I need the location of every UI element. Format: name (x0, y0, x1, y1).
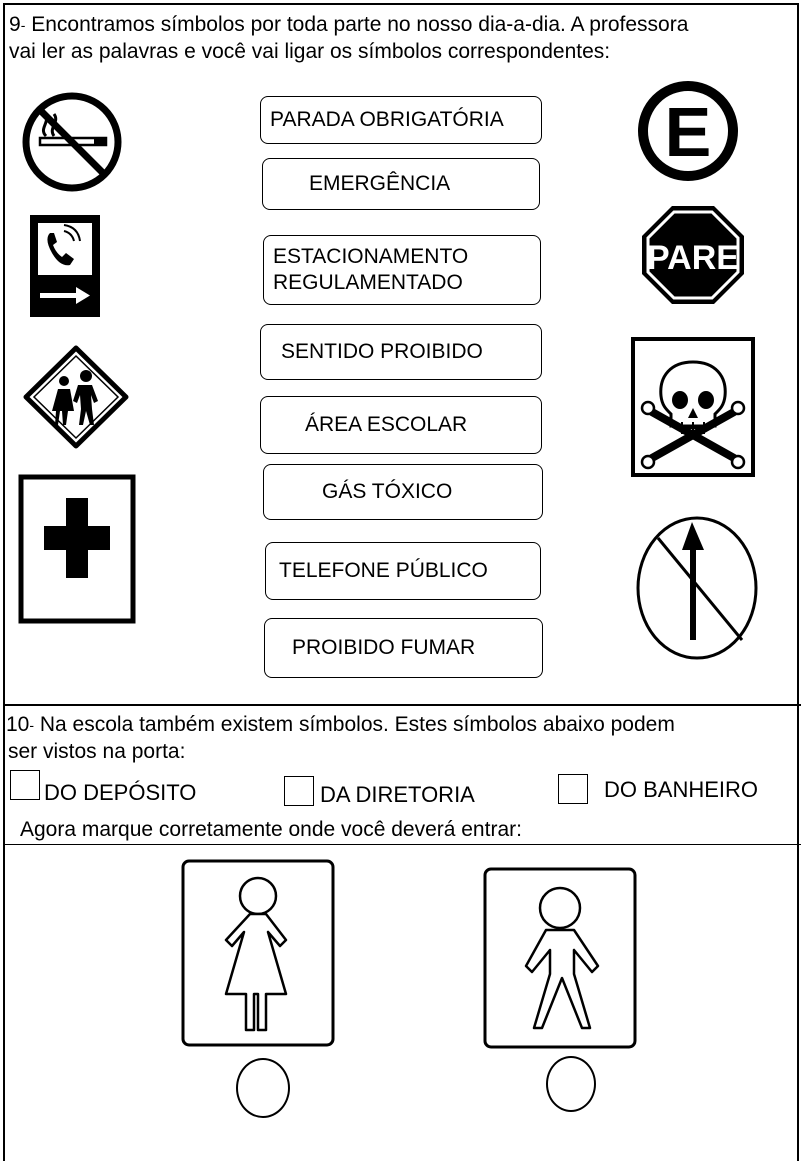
word-label: TELEFONE PÚBLICO (279, 559, 488, 582)
answer-circle-female[interactable] (236, 1058, 290, 1118)
stop-sign-icon[interactable] (640, 204, 746, 306)
checkbox-banheiro[interactable] (558, 774, 588, 804)
word-label: EMERGÊNCIA (309, 172, 451, 195)
checkbox-diretoria[interactable] (284, 776, 314, 806)
word-box-gas-toxico[interactable] (263, 464, 543, 520)
word-box-telefone-publico[interactable] (265, 542, 541, 600)
instruction-divider (3, 844, 801, 845)
q10-instruction: Agora marque corretamente onde você deverá entrar: (20, 818, 522, 841)
word-box-area-escolar[interactable] (260, 396, 542, 454)
word-label: PROIBIDO FUMAR (292, 636, 476, 659)
toxic-gas-icon[interactable] (630, 336, 756, 478)
female-restroom-icon[interactable] (180, 858, 336, 1048)
checkbox-deposito[interactable] (10, 770, 40, 800)
word-box-estacionamento[interactable] (263, 235, 541, 305)
q9-line1: 9- Encontramos símbolos por toda parte no nosso dia-a-dia. A professora (9, 13, 689, 36)
word-box-sentido-proibido[interactable] (260, 324, 542, 380)
word-label: GÁS TÓXICO (322, 480, 453, 503)
word-label: PARADA OBRIGATÓRIA (270, 108, 504, 131)
answer-circle-male[interactable] (546, 1056, 596, 1112)
word-label: SENTIDO PROIBIDO (281, 340, 483, 363)
option-deposito: DO DEPÓSITO (44, 780, 197, 805)
q9-text-line2: vai ler as palavras e você vai ligar os símbolos correspondentes: (9, 40, 611, 63)
no-entry-direction-icon[interactable] (634, 514, 760, 662)
parking-sign-icon[interactable] (636, 80, 740, 182)
school-zone-icon[interactable] (22, 344, 130, 450)
no-smoking-icon[interactable] (18, 92, 128, 192)
stop-sign-text: PARE (647, 239, 739, 277)
word-box-parada-obrigatoria[interactable] (260, 96, 542, 144)
male-restroom-icon[interactable] (482, 866, 638, 1050)
q10-text-line2: ser vistos na porta: (8, 740, 186, 763)
word-box-proibido-fumar[interactable] (264, 618, 543, 678)
option-banheiro: DO BANHEIRO (604, 777, 759, 802)
word-label: ESTACIONAMENTO REGULAMENTADO (273, 245, 469, 294)
word-box-emergencia[interactable] (262, 158, 540, 210)
q9-number: 9 (9, 13, 21, 36)
q10-text-line1: Na escola também existem símbolos. Estes símbolos abaixo podem (39, 713, 675, 736)
emergency-cross-icon[interactable] (18, 474, 136, 624)
q9-text-line1: Encontramos símbolos por toda parte no nosso dia-a-dia. A professora (31, 13, 689, 36)
option-diretoria: DA DIRETORIA (320, 782, 475, 807)
word-label: ÁREA ESCOLAR (305, 413, 468, 436)
section-divider (3, 704, 801, 706)
public-phone-icon[interactable] (28, 213, 102, 319)
q10-number: 10 (6, 713, 30, 736)
parking-letter: E (664, 93, 712, 171)
q10-line1: 10- Na escola também existem símbolos. Estes símbolos abaixo podem (6, 713, 675, 736)
